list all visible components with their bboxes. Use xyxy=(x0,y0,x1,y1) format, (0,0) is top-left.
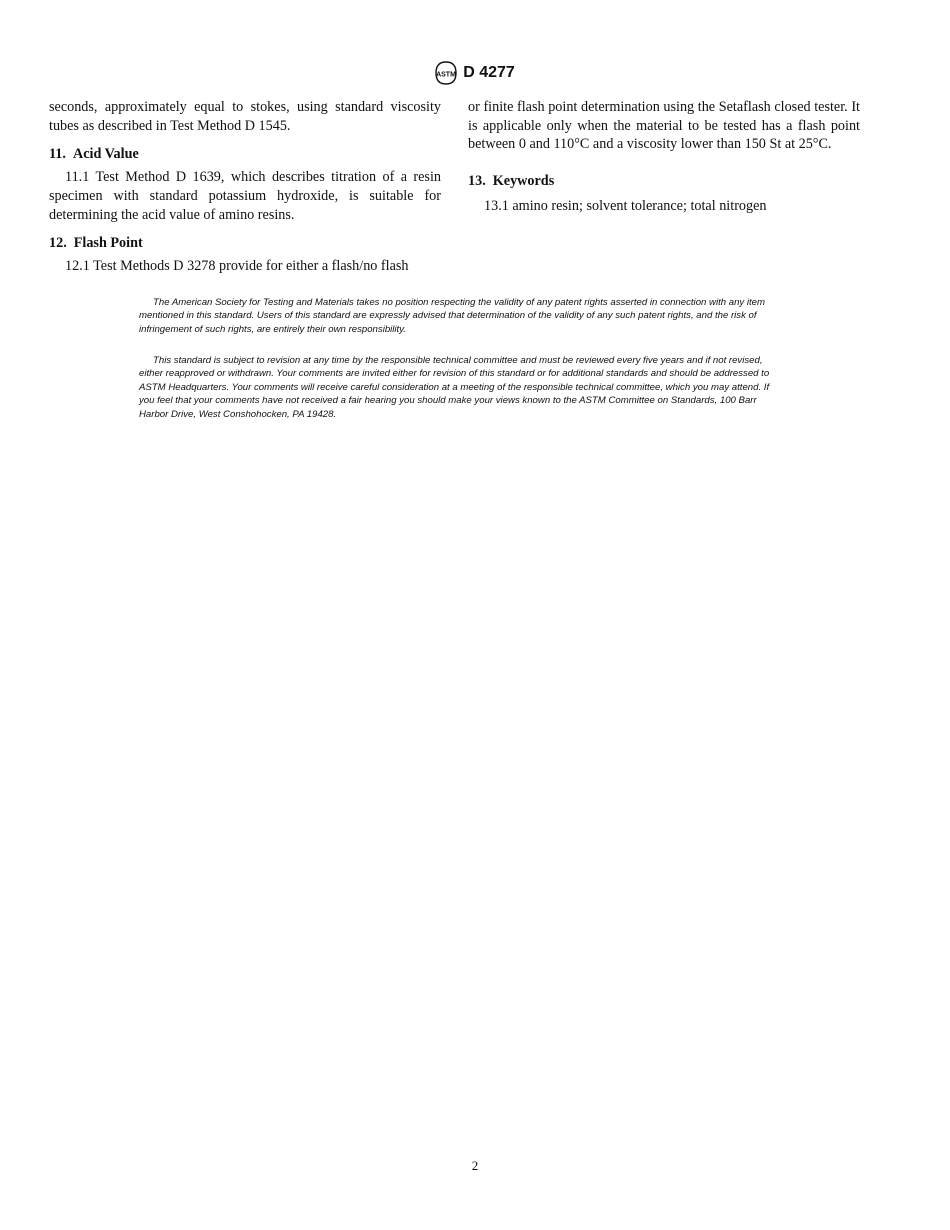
left-column xyxy=(49,98,441,276)
section-title: Flash Point xyxy=(73,235,143,252)
patent-notice: The American Society for Testing and Materials takes no position respecting the validity of any patent rights asserted in connection with any item mentioned in this standard. Users of this standard are expressly advised that determination of the validity of any such patent rights, and the risk of infringement of such rights, are entirely their own responsibility. xyxy=(139,297,766,335)
section-number: 11. xyxy=(49,146,66,163)
astm-logo-icon xyxy=(435,61,457,85)
revision-notice: This standard is subject to revision at any time by the responsible technical committee and must be reviewed every five years and if not revised, either reapproved or withdrawn. Your comments are invited either for revision of this standard or for additional standards and should be addressed to ASTM Headquarters. Your comments will receive careful consideration at a meeting of the responsible technical committee, which you may attend. If you feel that your comments have not received a fair hearing you should make your views known to the ASTM Committee on Standards, 100 Barr Harbor Drive, West Conshohocken, PA 19428. xyxy=(139,355,770,420)
paragraph-13-1: 13.1 amino resin; solvent tolerance; total nitrogen xyxy=(484,197,767,214)
paragraph-11-1: 11.1 Test Method D 1639, which describes titration of a resin specimen with standard potassium hydroxide, is suitable for determining the acid value of amino resins. xyxy=(49,169,441,223)
section-heading-11 xyxy=(49,145,441,164)
continuation-paragraph-right: or finite flash point determination using the Setaflash closed tester. It is applicable only when the material to be tested has a flash point between 0 and 110°C and a viscosity lower than 150 St at 25°C. xyxy=(468,99,860,153)
section-heading-12 xyxy=(49,234,441,253)
section-title: Acid Value xyxy=(72,146,139,163)
page-number: 2 xyxy=(471,1158,479,1173)
section-title: Keywords xyxy=(492,173,555,190)
standard-designation: D 4277 xyxy=(463,64,515,81)
continuation-paragraph-left: seconds, approximately equal to stokes, using standard viscosity tubes as described in Test Method D 1545. xyxy=(49,99,441,134)
astm-logo-text: ASTM xyxy=(436,71,457,79)
paragraph-12-1: 12.1 Test Methods D 3278 provide for either a flash/no flash xyxy=(65,257,409,274)
right-column xyxy=(468,98,860,216)
page-header xyxy=(0,60,950,86)
section-number: 12. xyxy=(49,235,67,252)
section-heading-13 xyxy=(468,172,860,191)
section-number: 13. xyxy=(468,173,486,190)
